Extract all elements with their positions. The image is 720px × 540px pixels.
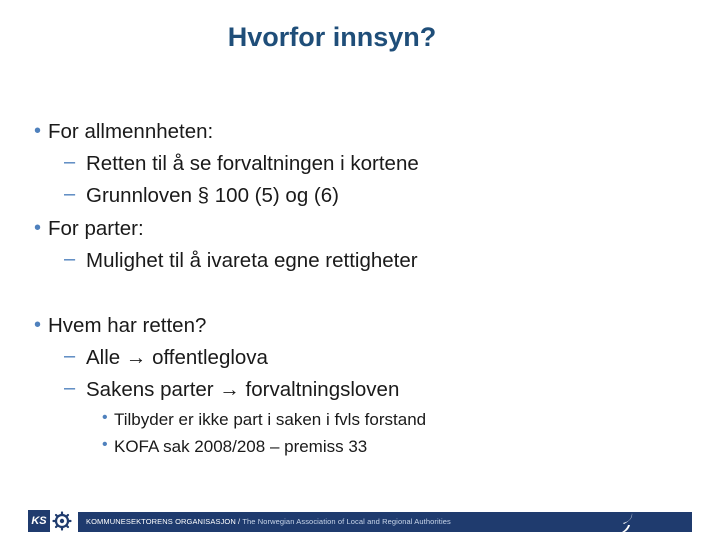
list-item bbox=[64, 151, 419, 176]
list-item-text: Grunnloven § 100 (5) og (6) bbox=[86, 184, 339, 207]
list-item-text: For parter: bbox=[48, 217, 144, 240]
list-item bbox=[34, 314, 207, 338]
list-item-text: Retten til å se forvaltningen i kortene bbox=[86, 152, 419, 175]
list-item bbox=[64, 345, 268, 370]
bullet-icon: • bbox=[34, 120, 42, 142]
list-item bbox=[34, 217, 144, 241]
bullet-icon: • bbox=[34, 314, 42, 336]
list-item bbox=[64, 248, 418, 273]
list-item-text: Mulighet til å ivareta egne rettigheter bbox=[86, 249, 418, 272]
dash-icon: – bbox=[64, 248, 76, 270]
dash-icon: – bbox=[64, 151, 76, 173]
footer-org-text bbox=[86, 517, 451, 526]
list-item-text: Tilbyder er ikke part i saken i fvls forstand bbox=[114, 410, 427, 429]
bullet-icon: • bbox=[34, 217, 42, 239]
list-item bbox=[34, 120, 214, 144]
bullet-icon: • bbox=[102, 409, 108, 426]
footer bbox=[28, 510, 692, 534]
list-item-text: KOFA sak 2008/208 – premiss 33 bbox=[114, 437, 368, 456]
list-item-text: For allmennheten: bbox=[48, 120, 214, 143]
list-item-text: Hvem har retten? bbox=[48, 314, 207, 337]
dash-icon: – bbox=[64, 377, 76, 399]
org-name: KOMMUNESEKTORENS ORGANISASJON / bbox=[86, 517, 241, 526]
list-item bbox=[102, 409, 427, 430]
dash-icon: – bbox=[64, 183, 76, 205]
ks-logo: KS bbox=[28, 510, 50, 532]
list-item bbox=[102, 436, 368, 457]
dash-icon: – bbox=[64, 345, 76, 367]
org-name-english: The Norwegian Association of Local and Regional Authorities bbox=[242, 517, 451, 526]
gear-icon bbox=[52, 511, 72, 531]
slide-title: Hvorfor innsyn? bbox=[227, 22, 437, 52]
footer-bar bbox=[78, 512, 692, 532]
list-item bbox=[64, 183, 339, 208]
list-item-text: Sakens parter → forvaltningsloven bbox=[86, 378, 400, 401]
ks-swoosh-icon bbox=[620, 510, 636, 534]
bullet-icon: • bbox=[102, 436, 108, 453]
list-item-text: Alle → offentleglova bbox=[86, 346, 268, 369]
list-item bbox=[64, 377, 400, 402]
